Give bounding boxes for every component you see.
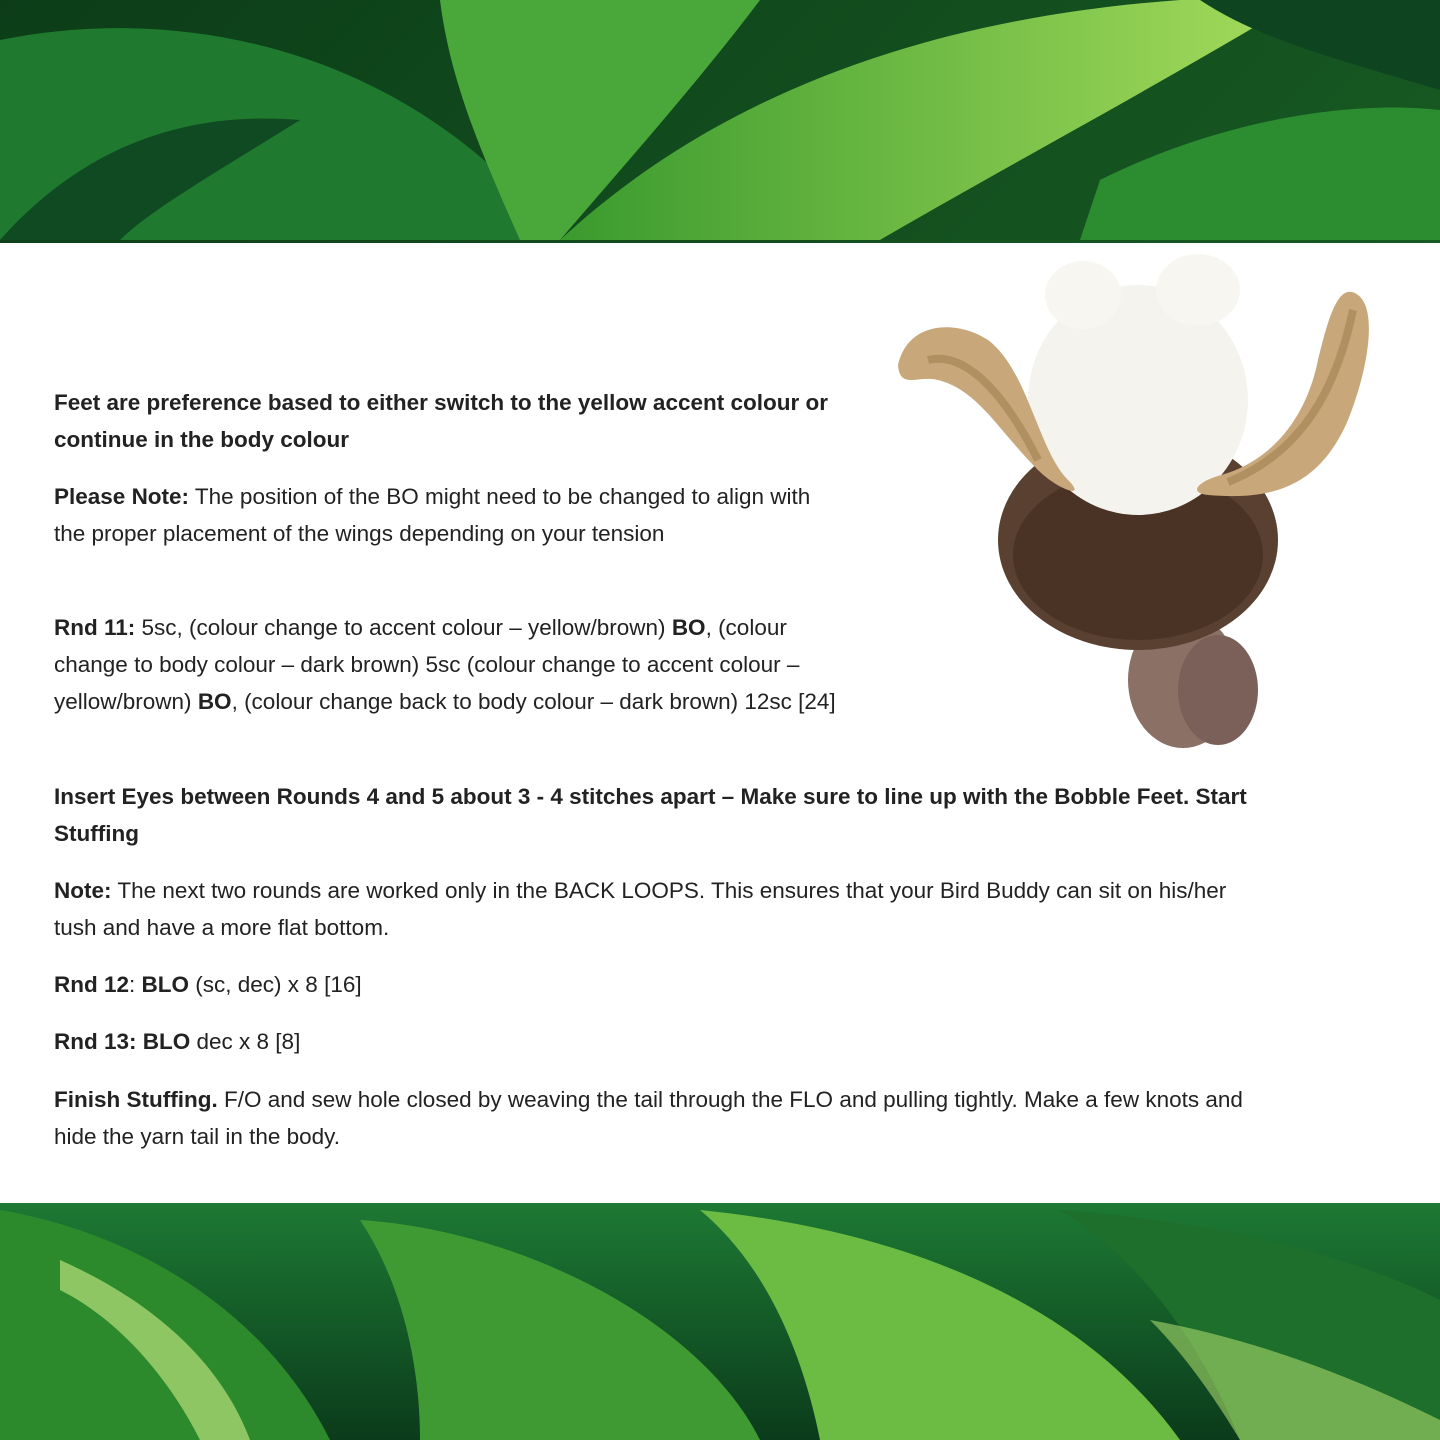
- insert-eyes-paragraph: [54, 778, 1254, 852]
- insert-eyes-text: Insert Eyes between Rounds 4 and 5 about 3 - 4 stitches apart – Make sure to line up with the Bobble Feet. Start Stuffing: [54, 784, 1247, 846]
- round-13-label: Rnd 13: BLO: [54, 1029, 191, 1054]
- round-13-paragraph: [54, 1023, 1254, 1060]
- round-11-text-2: , (colour change to body colour – dark brown) 5sc (colour change to accent colour – yellow/brown): [54, 615, 800, 714]
- finish-stuffing-text: F/O and sew hole closed by weaving the tail through the FLO and pulling tightly. Make a few knots and hide the yarn tail in the body.: [54, 1087, 1243, 1149]
- round-12-label: Rnd 12: [54, 972, 130, 997]
- round-11-label: Rnd 11:: [54, 615, 136, 640]
- back-loops-note-label: Note:: [54, 878, 112, 903]
- round-12-paragraph: [54, 966, 1254, 1003]
- round-12-separator: :: [129, 972, 142, 997]
- please-note-text: The position of the BO might need to be changed to align with the proper placement of the wings depending on your tension: [54, 484, 811, 546]
- please-note-paragraph: [54, 478, 834, 552]
- round-11-text-1: 5sc, (colour change to accent colour – yellow/brown): [135, 615, 672, 640]
- round-11-paragraph: [54, 609, 844, 720]
- round-12-blo: BLO: [141, 972, 190, 997]
- round-13-text: dec x 8 [8]: [190, 1029, 301, 1054]
- feet-note-paragraph: [54, 384, 834, 458]
- round-12-text: (sc, dec) x 8 [16]: [189, 972, 362, 997]
- back-loops-note-text: The next two rounds are worked only in the BACK LOOPS. This ensures that your Bird Buddy can sit on his/her tush and have a more flat bottom.: [54, 878, 1227, 940]
- please-note-label: Please Note:: [54, 484, 190, 509]
- back-loops-note-paragraph: [54, 872, 1254, 946]
- round-11-text-3: , (colour change back to body colour – dark brown) 12sc [24]: [231, 689, 836, 714]
- round-11-bobble-2: BO: [197, 689, 232, 714]
- crochet-bird-photo: [888, 250, 1388, 755]
- round-11-bobble-1: BO: [671, 615, 706, 640]
- finish-stuffing-paragraph: [54, 1081, 1254, 1155]
- feet-note-text: Feet are preference based to either switch to the yellow accent colour or continue in the body colour: [54, 390, 828, 452]
- finish-stuffing-label: Finish Stuffing.: [54, 1087, 218, 1112]
